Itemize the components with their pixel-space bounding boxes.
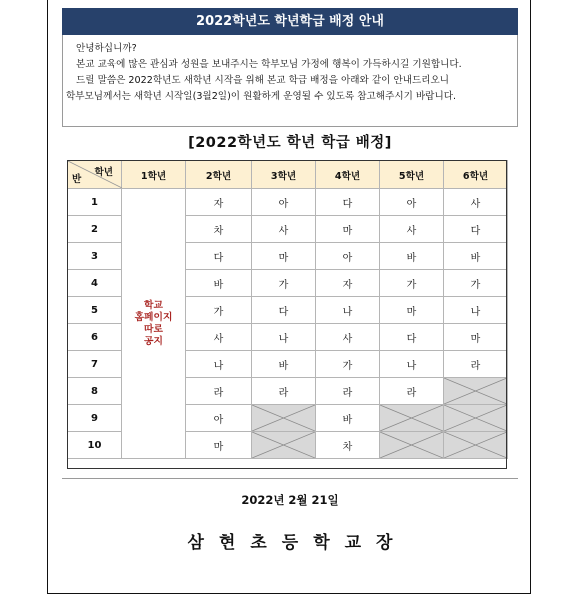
class-assignment-cell: 다 (186, 243, 252, 270)
notice-line: 드릴 말씀은 2022학년도 새학년 시작을 위해 본교 학급 배정을 아래와 같이 안내드리오니 (76, 75, 450, 86)
class-assignment-cell: 다 (252, 297, 316, 324)
class-assignment-cell: 아 (316, 243, 380, 270)
unused-slot-x-icon (380, 432, 443, 458)
class-assignment-cell: 바 (444, 243, 508, 270)
corner-header (68, 161, 122, 189)
notice-title: 2022학년도 학년학급 배정 안내 (62, 8, 518, 35)
class-assignment-cell: 사 (186, 324, 252, 351)
class-number: 7 (68, 351, 122, 378)
class-assignment-cell: 나 (380, 351, 444, 378)
class-assignment-cell: 사 (252, 216, 316, 243)
class-assignment-cell: 자 (316, 270, 380, 297)
unused-class-cell (252, 432, 316, 459)
class-assignment-cell: 나 (252, 324, 316, 351)
class-assignment-cell: 다 (380, 324, 444, 351)
class-assignment-cell: 바 (316, 405, 380, 432)
class-number: 6 (68, 324, 122, 351)
class-assignment-cell: 차 (316, 432, 380, 459)
class-assignment-cell: 라 (444, 351, 508, 378)
unused-class-cell (380, 405, 444, 432)
unused-slot-x-icon (252, 432, 315, 458)
class-assignment-table (67, 160, 508, 459)
unused-slot-x-icon (444, 378, 507, 404)
class-assignment-cell: 마 (380, 297, 444, 324)
unused-slot-x-icon (380, 405, 443, 431)
notice-line: 학부모님께서는 새학년 시작일(3월2일)이 원활하게 운영될 수 있도록 참고해주시기 바랍니다. (66, 91, 457, 102)
footer-divider (62, 478, 518, 479)
class-assignment-cell: 마 (186, 432, 252, 459)
class-assignment-cell: 차 (186, 216, 252, 243)
class-number: 1 (68, 189, 122, 216)
grade1-separate-notice (122, 189, 186, 459)
class-assignment-cell: 가 (380, 270, 444, 297)
class-assignment-cell: 마 (444, 324, 508, 351)
unused-class-cell (252, 405, 316, 432)
unused-slot-x-icon (252, 405, 315, 431)
class-assignment-cell: 다 (444, 216, 508, 243)
class-assignment-cell: 마 (316, 216, 380, 243)
class-assignment-cell: 사 (444, 189, 508, 216)
class-number: 5 (68, 297, 122, 324)
class-assignment-cell: 나 (444, 297, 508, 324)
grade-header: 2학년 (186, 161, 252, 189)
grade-header: 5학년 (380, 161, 444, 189)
corner-grade-label: 학년 (94, 167, 113, 178)
class-number: 8 (68, 378, 122, 405)
class-assignment-cell: 마 (252, 243, 316, 270)
notice-date: 2022년 2월 21일 (241, 493, 339, 507)
class-number: 9 (68, 405, 122, 432)
grade1-note-line: 따로 (144, 323, 163, 335)
class-number: 4 (68, 270, 122, 297)
class-assignment-cell: 나 (186, 351, 252, 378)
unused-slot-x-icon (444, 432, 507, 458)
class-assignment-cell: 아 (186, 405, 252, 432)
class-number: 3 (68, 243, 122, 270)
class-number: 10 (68, 432, 122, 459)
grade1-note-line: 홈페이지 (134, 311, 173, 323)
grade1-note-line: 공지 (144, 335, 163, 347)
unused-class-cell (444, 405, 508, 432)
unused-class-cell (380, 432, 444, 459)
class-assignment-cell: 사 (316, 324, 380, 351)
notice-line: 본교 교육에 많은 관심과 성원을 보내주시는 학부모님 가정에 행복이 가득하시길 기원합니다. (76, 59, 462, 70)
corner-class-label: 반 (72, 174, 82, 185)
grade-header: 3학년 (252, 161, 316, 189)
class-assignment-cell: 라 (316, 378, 380, 405)
class-assignment-cell: 가 (252, 270, 316, 297)
class-assignment-cell: 바 (252, 351, 316, 378)
grade-header: 4학년 (316, 161, 380, 189)
class-assignment-cell: 바 (186, 270, 252, 297)
class-assignment-cell: 라 (186, 378, 252, 405)
class-row (68, 189, 508, 216)
school-principal-signature: 삼현초등학교장 (187, 533, 408, 553)
class-assignment-cell: 자 (186, 189, 252, 216)
notice-body (66, 41, 516, 105)
unused-class-cell (444, 432, 508, 459)
class-number: 2 (68, 216, 122, 243)
class-assignment-cell: 가 (444, 270, 508, 297)
class-assignment-cell: 아 (252, 189, 316, 216)
class-assignment-cell: 사 (380, 216, 444, 243)
class-assignment-cell: 바 (380, 243, 444, 270)
table-title: [2022학년도 학년 학급 배정] (188, 135, 392, 151)
unused-slot-x-icon (444, 405, 507, 431)
class-assignment-cell: 라 (380, 378, 444, 405)
class-assignment-cell: 다 (316, 189, 380, 216)
class-assignment-cell: 나 (316, 297, 380, 324)
grade-header: 1학년 (122, 161, 186, 189)
class-assignment-cell: 라 (252, 378, 316, 405)
class-assignment-cell: 아 (380, 189, 444, 216)
class-assignment-cell: 가 (316, 351, 380, 378)
grade-header: 6학년 (444, 161, 508, 189)
class-assignment-cell: 가 (186, 297, 252, 324)
unused-class-cell (444, 378, 508, 405)
grade1-note-line: 학교 (144, 299, 163, 311)
notice-greeting: 안녕하십니까? (76, 43, 137, 54)
